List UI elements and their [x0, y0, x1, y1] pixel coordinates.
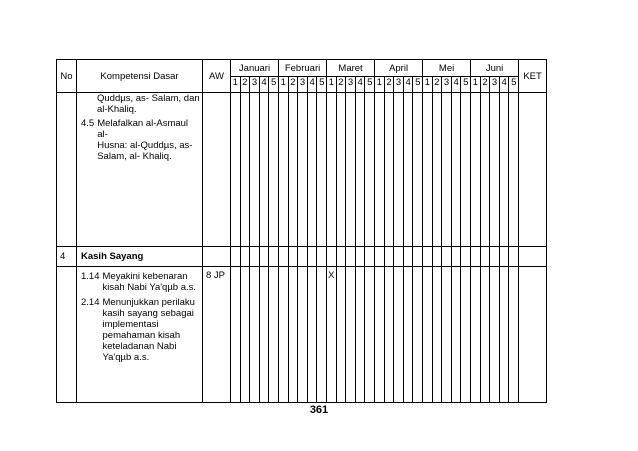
week-cell: [250, 267, 260, 403]
week-cell: [355, 93, 365, 247]
week-cell: [509, 93, 519, 247]
week-number: 2: [432, 77, 442, 93]
week-cell: [432, 93, 442, 247]
week-cell: [442, 267, 452, 403]
week-number: 1: [327, 77, 337, 93]
week-cell: [461, 247, 471, 267]
kd-item-1-14: [77, 267, 202, 296]
week-number: 3: [250, 77, 260, 93]
month-header: Februari: [279, 60, 327, 77]
month-header: Mei: [423, 60, 471, 77]
header-kompetensi-dasar: Kompetensi Dasar: [77, 60, 203, 93]
week-cell: [317, 267, 327, 403]
week-number: 4: [499, 77, 509, 93]
week-cell: [355, 267, 365, 403]
week-cell: [490, 93, 500, 247]
week-cell: [346, 247, 356, 267]
week-cell: [451, 267, 461, 403]
text-line: Quddµs, as- Salam, dan: [97, 93, 200, 104]
cell-aw: [203, 93, 231, 247]
month-header: Juni: [471, 60, 519, 77]
week-cell: [288, 93, 298, 247]
text-line: Melafalkan al-Asmaul al-: [97, 118, 189, 140]
month-header: Januari: [231, 60, 279, 77]
week-cell: [423, 247, 433, 267]
week-cell: [279, 267, 289, 403]
kd-text: [103, 271, 197, 293]
week-cell: [288, 267, 298, 403]
week-cell: [365, 247, 375, 267]
week-number: 2: [336, 77, 346, 93]
week-cell: [307, 267, 317, 403]
week-cell: [394, 267, 404, 403]
week-cell: [346, 93, 356, 247]
week-cell: [240, 93, 250, 247]
kd-item-2-14: [77, 296, 202, 366]
week-cell: [327, 93, 337, 247]
week-cell: [461, 267, 471, 403]
week-cell: [451, 93, 461, 247]
week-number: 1: [423, 77, 433, 93]
week-cell: [384, 93, 394, 247]
week-cell: [288, 247, 298, 267]
week-cell: [499, 267, 509, 403]
week-cell: [365, 267, 375, 403]
week-cell: [499, 247, 509, 267]
week-number: 4: [307, 77, 317, 93]
week-cell: [461, 93, 471, 247]
week-number: 3: [490, 77, 500, 93]
text-line: Meyakini kebenaran: [102, 271, 188, 282]
week-cell: [442, 93, 452, 247]
week-cell: [269, 267, 279, 403]
text-line: pemahaman kisah: [102, 330, 181, 341]
week-cell: [451, 247, 461, 267]
continued-text: [77, 93, 202, 117]
week-cell: [231, 267, 241, 403]
week-cell: [375, 267, 385, 403]
text-line: al-Khaliq.: [97, 104, 137, 115]
week-number: 4: [403, 77, 413, 93]
week-number: 5: [509, 77, 519, 93]
month-header: Maret: [327, 60, 375, 77]
kd-number: 2.14: [81, 297, 100, 308]
cell-ket: [519, 247, 547, 267]
month-header: April: [375, 60, 423, 77]
week-cell: [250, 247, 260, 267]
week-cell: [480, 93, 490, 247]
week-cell: [471, 267, 481, 403]
week-cell: [480, 267, 490, 403]
week-cell: [365, 93, 375, 247]
week-number: 2: [384, 77, 394, 93]
week-number: 3: [346, 77, 356, 93]
kd-text: [97, 118, 200, 162]
text-line: kisah Nabi Ya'qµb a.s.: [102, 282, 197, 293]
week-cell: [259, 93, 269, 247]
week-cell: [336, 247, 346, 267]
cell-aw: [203, 247, 231, 267]
week-cell: [317, 93, 327, 247]
kd-item-4-5: [77, 117, 202, 165]
schedule-mark: X: [327, 267, 337, 403]
week-cell: [480, 247, 490, 267]
week-cell: [269, 93, 279, 247]
kd-text: [103, 297, 195, 363]
text-line: keteladanan Nabi: [102, 341, 177, 352]
week-number: 1: [471, 77, 481, 93]
week-cell: [432, 247, 442, 267]
week-cell: [490, 267, 500, 403]
text-line: kasih sayang sebagai: [102, 308, 194, 319]
week-number: 2: [480, 77, 490, 93]
week-cell: [394, 93, 404, 247]
week-cell: [471, 247, 481, 267]
header-aw: AW: [203, 60, 231, 93]
week-cell: [240, 267, 250, 403]
kd-number: 1.14: [81, 271, 100, 282]
cell-no: [57, 267, 77, 403]
week-cell: [442, 247, 452, 267]
week-number: 1: [279, 77, 289, 93]
week-cell: [423, 267, 433, 403]
cell-ket: [519, 93, 547, 247]
week-cell: [413, 247, 423, 267]
text-line: Menunjukkan perilaku: [102, 297, 195, 308]
week-cell: [413, 267, 423, 403]
week-cell: [384, 267, 394, 403]
week-cell: [298, 247, 308, 267]
week-cell: [259, 267, 269, 403]
week-cell: [327, 247, 337, 267]
week-number: 5: [269, 77, 279, 93]
table-row-items: [57, 267, 547, 403]
week-cell: [231, 93, 241, 247]
week-number: 3: [394, 77, 404, 93]
week-cell: [279, 93, 289, 247]
week-cell: [269, 247, 279, 267]
week-cell: [394, 247, 404, 267]
week-cell: [307, 93, 317, 247]
week-cell: [346, 267, 356, 403]
cell-ket: [519, 267, 547, 403]
text-line: Ya'qµb a.s.: [102, 352, 150, 363]
week-number: 4: [259, 77, 269, 93]
section-title: Kasih Sayang: [81, 251, 144, 262]
week-cell: [403, 93, 413, 247]
week-number: 2: [240, 77, 250, 93]
header-no: No: [57, 60, 77, 93]
schedule-table: [56, 59, 547, 403]
header-ket: KET: [519, 60, 547, 93]
week-number: 4: [451, 77, 461, 93]
text-line: implementasi: [102, 319, 159, 330]
week-cell: [231, 247, 241, 267]
week-cell: [250, 93, 260, 247]
cell-kompetensi-dasar: [77, 267, 203, 403]
week-number: 3: [442, 77, 452, 93]
section-number: 4: [57, 247, 77, 267]
week-cell: [403, 247, 413, 267]
week-cell: [307, 247, 317, 267]
text-line: Husna: al-Quddµs, as-: [97, 140, 193, 151]
week-cell: [317, 247, 327, 267]
week-cell: [279, 247, 289, 267]
week-cell: [499, 93, 509, 247]
week-cell: [471, 93, 481, 247]
week-cell: [298, 267, 308, 403]
week-cell: [509, 247, 519, 267]
week-cell: [423, 93, 433, 247]
week-cell: [336, 267, 346, 403]
week-cell: [336, 93, 346, 247]
week-cell: [375, 93, 385, 247]
week-cell: [355, 247, 365, 267]
week-number: 5: [413, 77, 423, 93]
week-number: 1: [231, 77, 241, 93]
week-cell: [509, 267, 519, 403]
table-row-section: [57, 247, 547, 267]
week-number: 5: [461, 77, 471, 93]
text-line: Salam, al- Khaliq.: [97, 151, 172, 162]
week-cell: [298, 93, 308, 247]
cell-aw-value: 8 JP: [203, 267, 231, 403]
week-cell: [403, 267, 413, 403]
section-title-cell: [77, 247, 203, 267]
page-number: 361: [309, 404, 329, 416]
table-row-continued: [57, 93, 547, 247]
week-cell: [490, 247, 500, 267]
header-row-months: [57, 60, 547, 77]
week-cell: [384, 247, 394, 267]
week-cell: [413, 93, 423, 247]
week-number: 5: [317, 77, 327, 93]
cell-no: [57, 93, 77, 247]
week-cell: [432, 267, 442, 403]
week-number: 2: [288, 77, 298, 93]
week-number: 4: [355, 77, 365, 93]
week-cell: [259, 247, 269, 267]
week-number: 5: [365, 77, 375, 93]
cell-kompetensi-dasar: [77, 93, 203, 247]
kd-number: 4.5: [81, 118, 95, 129]
week-cell: [240, 247, 250, 267]
week-number: 1: [375, 77, 385, 93]
week-number: 3: [298, 77, 308, 93]
week-cell: [375, 247, 385, 267]
